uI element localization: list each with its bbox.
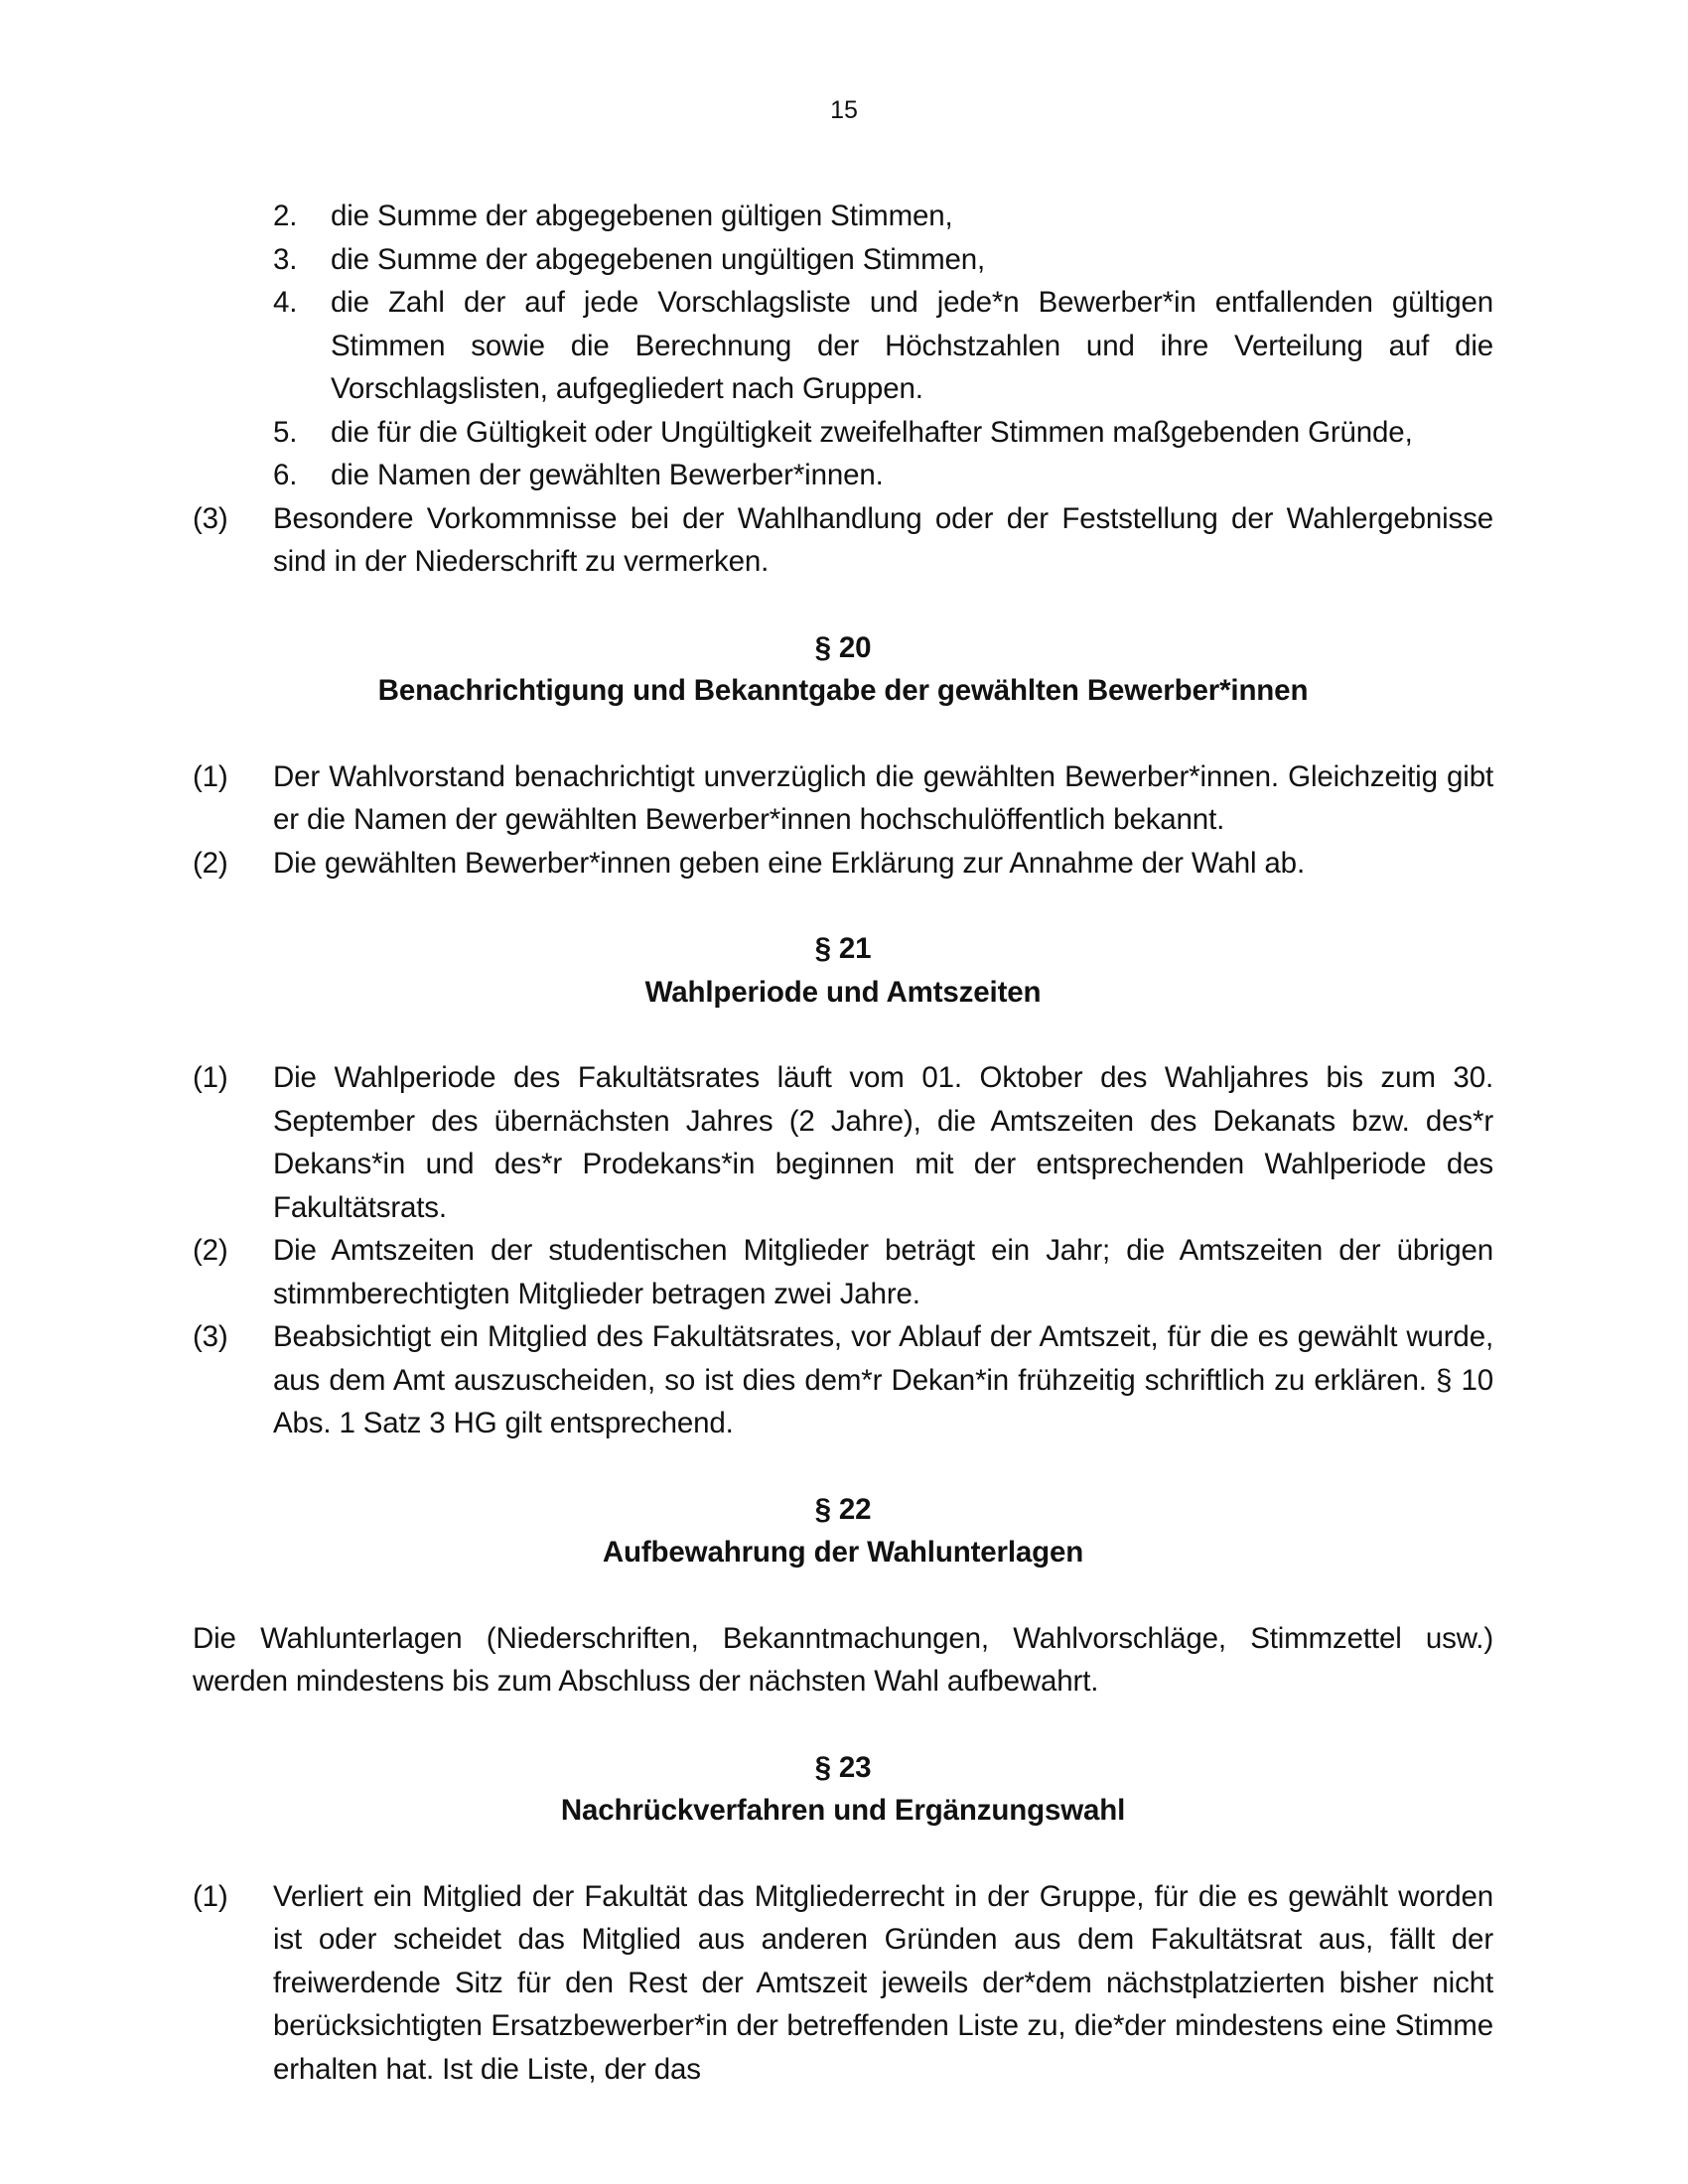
section-title: Aufbewahrung der Wahlunterlagen xyxy=(602,1536,1084,1569)
paragraph-text: Die Amtszeiten der studentischen Mitglieder beträgt ein Jahr; die Amtszeiten der übrigen stimmberechtigten Mitglieder betragen zwei Jahre. xyxy=(273,1234,1493,1310)
section-number: § 22 xyxy=(814,1492,872,1526)
paragraph-text: Der Wahlvorstand benachrichtigt unverzüglich die gewählten Bewerber*innen. Gleichzeitig gibt er die Namen der gewählten Bewerber*innen hochschulöffentlich bekannt. xyxy=(273,759,1493,836)
paragraph-number: (2) xyxy=(193,846,228,880)
section-number: § 21 xyxy=(814,932,872,965)
paragraph xyxy=(193,1229,1493,1315)
paragraph xyxy=(193,1315,1493,1445)
section-number: § 20 xyxy=(814,630,872,664)
paragraph xyxy=(193,842,1493,886)
paragraph-text: Die Wahlunterlagen (Niederschriften, Bekanntmachungen, Wahlvorschläge, Stimmzettel usw.) werden mindestens bis zum Abschluss der nächsten Wahl aufbewahrt. xyxy=(193,1621,1493,1698)
paragraph-text: Die gewählten Bewerber*innen geben eine Erklärung zur Annahme der Wahl ab. xyxy=(273,846,1305,880)
paragraph xyxy=(193,755,1493,842)
paragraph-number: (1) xyxy=(193,759,228,793)
list-item-text: die Summe der abgegebenen gültigen Stimmen, xyxy=(331,200,953,232)
list-item xyxy=(193,238,1493,282)
page-number: 15 xyxy=(830,96,858,124)
list-item-number: 3. xyxy=(273,242,298,276)
paragraph-number: (1) xyxy=(193,1879,228,1913)
list-item-text: die Namen der gewählten Bewerber*innen. xyxy=(331,459,884,491)
list-item-text: die Summe der abgegebenen ungültigen Stimmen, xyxy=(331,242,986,276)
list-item-number: 4. xyxy=(273,286,298,319)
paragraph-text: Beabsichtigt ein Mitglied des Fakultätsrates, vor Ablauf der Amtszeit, für die es gewählt wurde, aus dem Amt auszuscheiden, so ist dies dem*r Dekan*in frühzeitig schriftlich zu erklären. § 10 Abs. 1 Satz 3 HG gilt entsprechend. xyxy=(273,1320,1493,1439)
paragraph xyxy=(193,497,1493,584)
list-item xyxy=(193,195,1493,238)
section-title: Benachrichtigung und Bekanntgabe der gewählten Bewerber*innen xyxy=(377,674,1309,707)
section-title: Wahlperiode und Amtszeiten xyxy=(644,975,1042,1009)
paragraph-number: (3) xyxy=(193,501,228,535)
paragraph-text: Besondere Vorkommnisse bei der Wahlhandlung oder der Feststellung der Wahlergebnisse sind in der Niederschrift zu vermerken. xyxy=(273,501,1493,578)
paragraph xyxy=(193,1875,1493,2092)
section-title: Nachrückverfahren und Ergänzungswahl xyxy=(560,1794,1126,1827)
list-item-text: die Zahl der auf jede Vorschlagsliste und jede*n Bewerber*in entfallenden gültigen Stimmen sowie die Berechnung der Höchstzahlen und ihre Verteilung auf die Vorschlagslisten, aufgegliedert nach Gruppen. xyxy=(331,286,1493,405)
list-item xyxy=(193,411,1493,455)
paragraph-number: (2) xyxy=(193,1234,228,1267)
section-number: § 23 xyxy=(814,1750,872,1784)
paragraph-text: Verliert ein Mitglied der Fakultät das Mitgliederrecht in der Gruppe, für die es gewählt worden ist oder scheidet das Mitglied aus anderen Gründen aus dem Fakultätsrat aus, fällt der freiwerdende Sitz für den Rest der Amtszeit jeweils der*dem nächstplatzierten bisher nicht berücksichtigten Ersatzbewerber*in der betreffenden Liste zu, die*der mindestens eine Stimme erhalten hat. Ist die Liste, der das xyxy=(273,1879,1493,2086)
page-content xyxy=(193,195,1493,2091)
paragraph-number: (3) xyxy=(193,1320,228,1353)
paragraph-text: Die Wahlperiode des Fakultätsrates läuft vom 01. Oktober des Wahljahres bis zum 30. September des übernächsten Jahres (2 Jahre), die Amtszeiten des Dekanats bzw. des*r Dekans*in und des*r Prodekans*in beginnen mit der entsprechenden Wahlperiode des Fakultätsrats. xyxy=(273,1061,1493,1224)
list-item xyxy=(193,454,1493,497)
paragraph-number: (1) xyxy=(193,1061,228,1094)
list-item-text: die für die Gültigkeit oder Ungültigkeit zweifelhafter Stimmen maßgebenden Gründe, xyxy=(331,415,1413,449)
list-item xyxy=(193,281,1493,411)
list-item-number: 5. xyxy=(273,415,298,449)
list-item-number: 6. xyxy=(273,459,298,491)
list-item-number: 2. xyxy=(273,200,298,232)
numbered-list xyxy=(193,195,1493,497)
paragraph xyxy=(193,1056,1493,1229)
